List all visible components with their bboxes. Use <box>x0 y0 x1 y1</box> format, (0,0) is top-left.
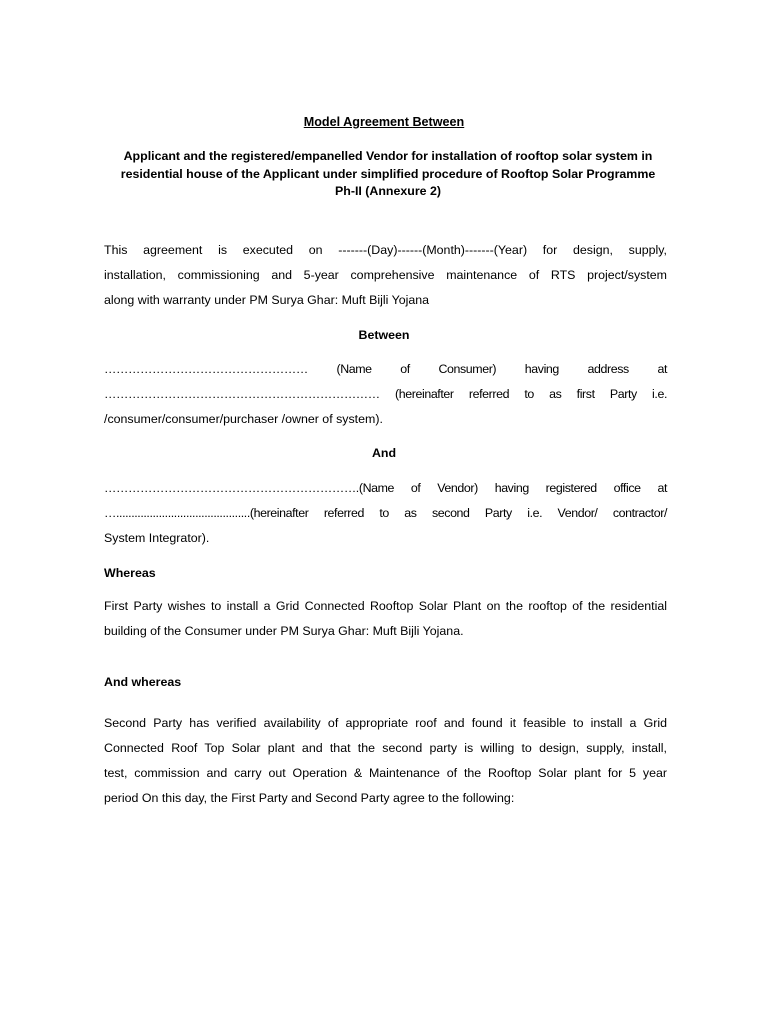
document-subtitle: Applicant and the registered/empanelled Vendor for installation of rooftop solar system in residential house of the Applicant under simplified procedure of Rooftop Solar Programme Ph-II (Annexure 2) <box>120 149 656 198</box>
and-whereas-line-4: period On this day, the First Party and Second Party agree to the following: <box>104 791 515 805</box>
vendor-paragraph <box>104 476 667 551</box>
consumer-paragraph <box>104 357 667 432</box>
vendor-line-3: System Integrator). <box>104 531 210 545</box>
and-whereas-paragraph <box>104 711 667 811</box>
between-heading: Between <box>358 328 410 342</box>
intro-line-2: installation, commissioning and 5-year comprehensive maintenance of RTS project/system <box>104 268 667 282</box>
and-whereas-line-3: test, commission and carry out Operation & Maintenance of the Rooftop Solar plant for 5 year <box>104 766 667 780</box>
intro-line-3: along with warranty under PM Surya Ghar: Muft Bijli Yojana <box>104 293 430 307</box>
whereas-heading: Whereas <box>104 566 156 580</box>
whereas-paragraph <box>104 594 667 644</box>
consumer-line-2: …………………………………………………………… (hereinafter referred to as first Party i.e. <box>104 387 667 401</box>
vendor-line-1: ……………………………………………………….(Name of Vendor) having registered office at <box>104 481 667 495</box>
and-whereas-line-1: Second Party has verified availability of appropriate roof and found it feasible to install a Grid <box>104 716 667 730</box>
whereas-line-1: First Party wishes to install a Grid Connected Rooftop Solar Plant on the rooftop of the residential <box>104 599 667 613</box>
intro-paragraph <box>104 238 667 313</box>
and-heading: And <box>371 446 397 460</box>
document-title: Model Agreement Between <box>303 115 465 129</box>
consumer-line-3: /consumer/consumer/purchaser /owner of system). <box>104 412 383 426</box>
and-whereas-line-2: Connected Roof Top Solar plant and that the second party is willing to design, supply, install, <box>104 741 667 755</box>
and-whereas-heading: And whereas <box>104 675 182 689</box>
whereas-line-2: building of the Consumer under PM Surya Ghar: Muft Bijli Yojana. <box>104 624 464 638</box>
vendor-line-2: …............................................(hereinafter referred to as second Party i.e. Vendor/ contractor/ <box>104 506 667 520</box>
consumer-line-1: …………………………………………… (Name of Consumer) having address at <box>104 362 667 376</box>
intro-line-1: This agreement is executed on -------(Day)------(Month)-------(Year) for design, supply, <box>104 243 667 257</box>
